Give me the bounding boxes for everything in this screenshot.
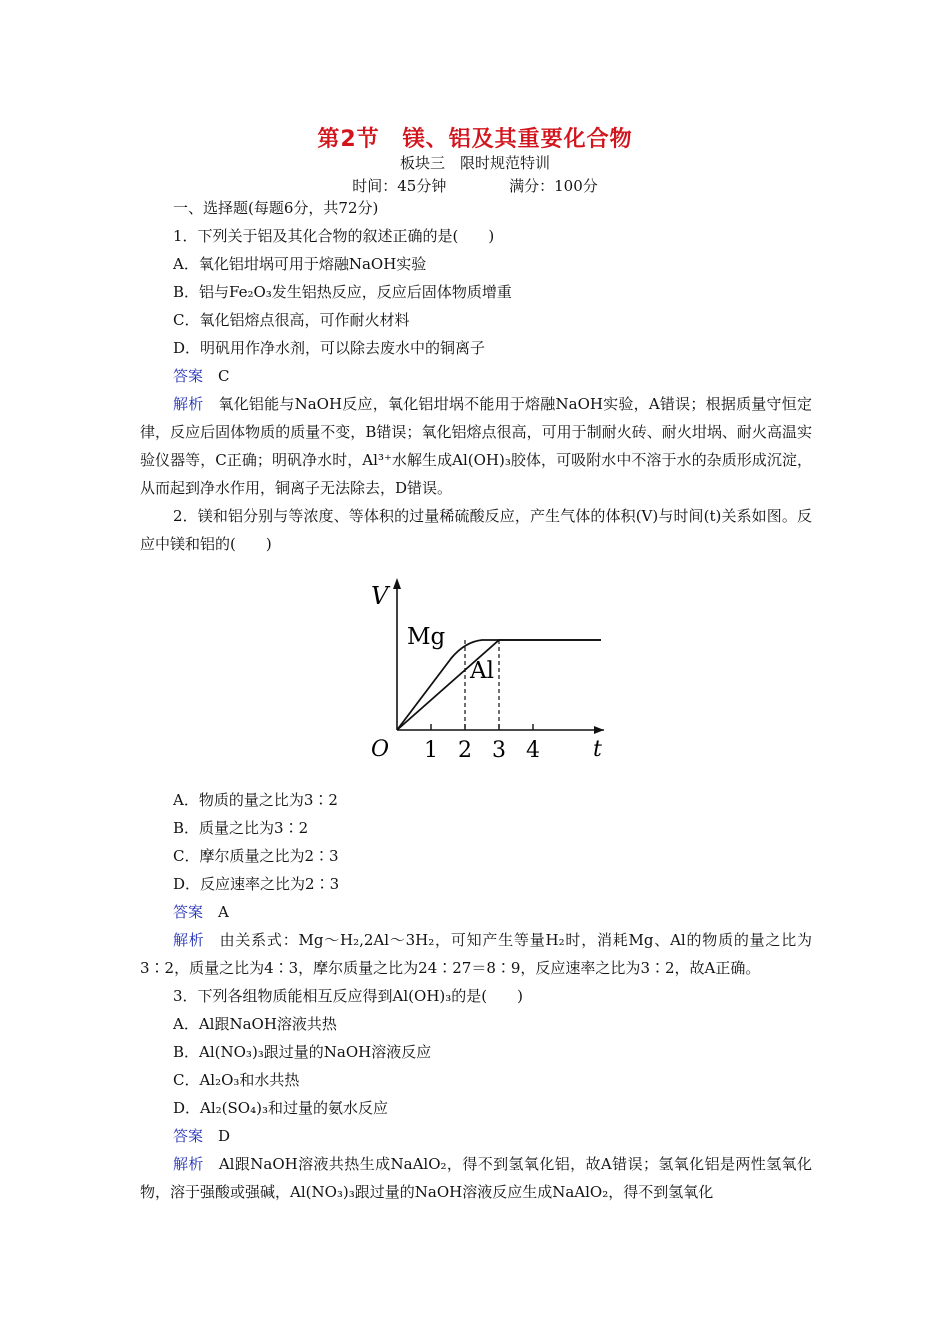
q3-option-a: A．Al跟NaOH溶液共热 <box>173 1015 337 1033</box>
q2-analysis <box>140 926 812 982</box>
q3-answer <box>140 1122 812 1150</box>
exam-meta <box>0 175 950 196</box>
q1-option-a: A．氧化铝坩埚可用于熔融NaOH实验 <box>173 255 427 273</box>
section-heading: 一、选择题(每题6分，共72分) <box>173 199 379 217</box>
q1-option-b: B．铝与Fe₂O₃发生铝热反应，反应后固体物质增重 <box>173 283 512 301</box>
q3-stem: 3．下列各组物质能相互反应得到Al(OH)₃的是( ) <box>173 987 523 1005</box>
analysis-text: 由关系式：Mg～H₂,2Al～3H₂，可知产生等量H₂时，消耗Mg、Al的物质的量之比为3∶2，质量之比为4∶3，摩尔质量之比为24∶27＝8∶9，反应速率之比为3∶2，故A正确。 <box>140 931 812 977</box>
q2-option-b: B．质量之比为3∶2 <box>173 819 309 837</box>
x-tick-label: 4 <box>526 738 540 763</box>
analysis-label: 解析 <box>173 1155 204 1173</box>
analysis-label: 解析 <box>173 395 204 413</box>
answer-value: C <box>218 367 230 385</box>
q2-answer <box>140 898 812 926</box>
analysis-label: 解析 <box>173 931 205 949</box>
page-title: 第2节 镁、铝及其重要化合物 <box>317 127 633 152</box>
q2-option-d: D．反应速率之比为2∶3 <box>173 875 340 893</box>
answer-value: D <box>218 1127 231 1145</box>
x-axis-label: t <box>593 737 602 762</box>
q1-stem: 1．下列关于铝及其化合物的叙述正确的是( ) <box>173 227 495 245</box>
x-tick-label: 2 <box>458 738 472 763</box>
origin-label: O <box>371 737 390 762</box>
q2-stem: 2．镁和铝分别与等浓度、等体积的过量稀硫酸反应，产生气体的体积(V)与时间(t)关系如图。反应中镁和铝的( ) <box>140 507 812 553</box>
chart-area <box>140 564 812 784</box>
q1-option-d: D．明矾用作净水剂，可以除去废水中的铜离子 <box>173 339 486 357</box>
q1-analysis <box>140 390 812 502</box>
x-axis-arrow <box>594 726 604 734</box>
answer-label: 答案 <box>173 367 204 385</box>
answer-label: 答案 <box>173 1127 204 1145</box>
q1-option-c: C．氧化铝熔点很高，可作耐火材料 <box>173 311 410 329</box>
series-label-al: Al <box>470 658 494 684</box>
x-tick-label: 3 <box>492 738 506 763</box>
y-axis-label: V <box>371 582 389 610</box>
full-score: 满分：100分 <box>509 177 598 195</box>
page-subtitle: 板块三 限时规范特训 <box>399 154 550 172</box>
q3-option-d: D．Al₂(SO₄)₃和过量的氨水反应 <box>173 1099 388 1117</box>
answer-value: A <box>218 903 229 921</box>
q3-option-c: C．Al₂O₃和水共热 <box>173 1071 300 1089</box>
volume-time-chart <box>349 564 609 779</box>
series-label-mg: Mg <box>407 624 446 650</box>
q2-option-c: C．摩尔质量之比为2∶3 <box>173 847 339 865</box>
x-tick-label: 1 <box>424 738 438 763</box>
answer-label: 答案 <box>173 903 204 921</box>
q1-answer <box>140 362 812 390</box>
y-axis-arrow <box>393 578 401 589</box>
q3-analysis <box>140 1150 812 1206</box>
time-limit: 时间：45分钟 <box>352 177 447 195</box>
q3-option-b: B．Al(NO₃)₃跟过量的NaOH溶液反应 <box>173 1043 432 1061</box>
analysis-text: Al跟NaOH溶液共热生成NaAlO₂，得不到氢氧化铝，故A错误；氢氧化铝是两性氢氧化物，溶于强酸或强碱，Al(NO₃)₃跟过量的NaOH溶液反应生成NaAlO₂，得不到氢氧化 <box>140 1155 812 1201</box>
q2-option-a: A．物质的量之比为3∶2 <box>173 791 338 809</box>
analysis-text: 氧化铝能与NaOH反应，氧化铝坩埚不能用于熔融NaOH实验，A错误；根据质量守恒定律，反应后固体物质的质量不变，B错误；氧化铝熔点很高，可用于制耐火砖、耐火坩埚、耐火高温实验仪器等，C正确；明矾净水时，Al³⁺水解生成Al(OH)₃胶体，可吸附水中不溶于水的杂质形成沉淀，从而起到净水作用，铜离子无法除去，D错误。 <box>140 395 812 497</box>
document-body <box>140 194 812 1206</box>
